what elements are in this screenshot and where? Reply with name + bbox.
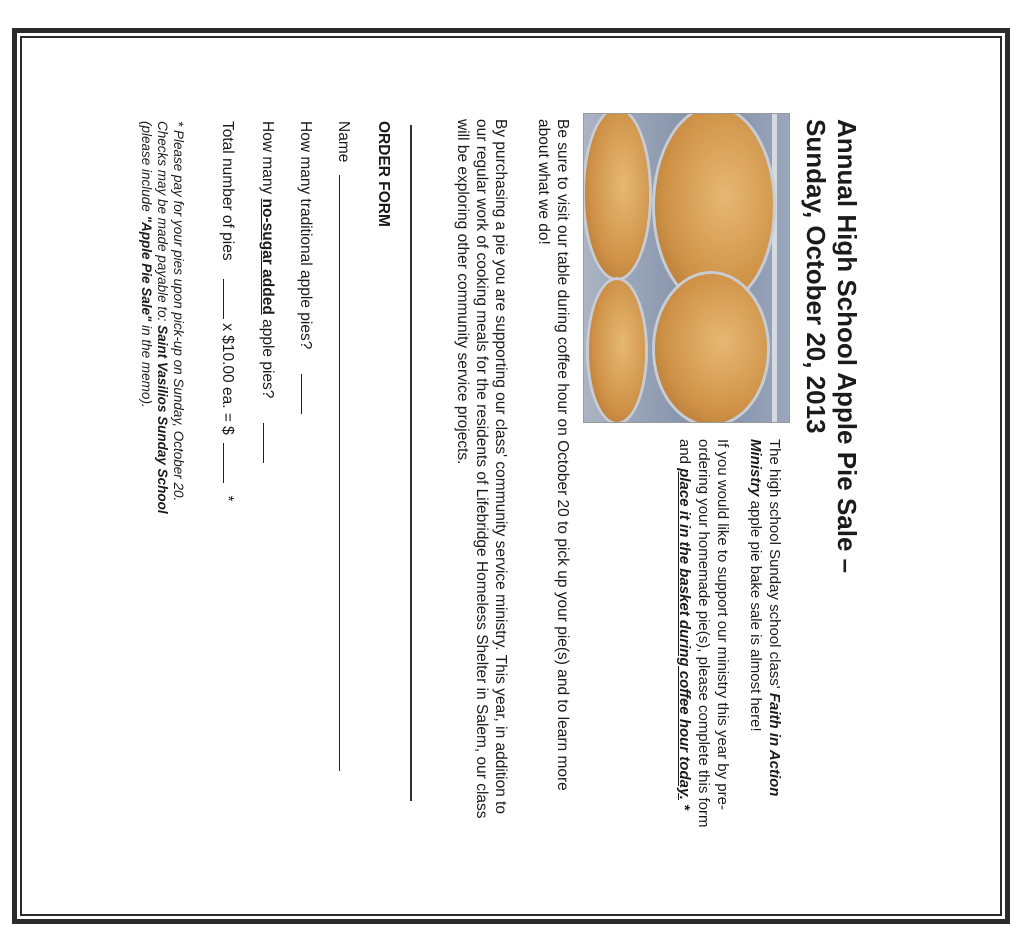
footnote-line-3-text: (please include [139,121,154,216]
name-field[interactable] [339,175,354,771]
total-pies-field[interactable] [223,279,238,319]
pie-4 [589,280,645,422]
footnote-line-2 [154,121,170,821]
total-label: Total number of pies [219,121,236,261]
price-text: x $10.00 ea. = $ [219,323,236,435]
intro-2-star: * [676,799,693,810]
footnote-line-1: * Please pay for your pies upon pick-up on Sunday, October 20. [171,121,186,502]
nosugar-emphasis: no-sugar added [259,198,276,315]
payee-name: Saint Vasilios Sunday School [155,325,170,514]
footnote-line-3 [138,121,154,821]
title-line-1: Annual High School Apple Pie Sale – [832,119,862,574]
footnote-line-2-text: Checks may be made payable to: [155,121,170,326]
intro-text [661,439,784,829]
intro-1-text: The high school Sunday school class' [766,439,783,693]
intro-paragraph-1 [746,439,784,829]
basket-instruction: place it in the basket during coffee hour today. [676,468,693,800]
nosugar-suffix: apple pies? [259,314,276,399]
payment-footnote [138,121,186,821]
pie-photo [583,113,790,423]
order-form-heading: ORDER FORM [375,121,392,227]
title-line-2: Sunday, October 20, 2013 [801,119,831,434]
intro-2-text: If you would like to support our ministry this year by pre-ordering your homemade pie(s), please complete this form and [676,439,731,828]
total-star: * [219,495,236,502]
traditional-row [296,121,316,414]
ministry-name: Faith in Action Ministry [747,439,783,797]
name-row [334,121,354,771]
flyer-sheet [82,111,872,831]
purchase-paragraph: By purchasing a pie you are supporting our class' community service ministry. This year, in addition to our regular work of cooking meals for the residents of Lifebridge Homeless Shelter in Salem, our class will be exploring other community service projects. [454,119,509,819]
flyer-title [800,119,862,819]
intro-1-text-end: apple pie bake sale is almost here! [747,496,764,732]
traditional-quantity-field[interactable] [301,374,316,414]
total-amount-field[interactable] [223,443,238,483]
nosugar-prefix: How many [259,121,276,199]
pie-2 [585,113,649,278]
pie-3 [655,274,767,423]
traditional-label: How many traditional apple pies? [297,121,314,350]
footnote-line-3-end: in the memo). [139,321,154,408]
nosugar-row [258,121,278,463]
nosugar-quantity-field[interactable] [263,423,278,463]
intro-paragraph-2 [675,439,732,829]
cooling-rack [772,114,777,422]
section-divider [410,125,412,801]
total-row [218,121,238,501]
name-label: Name [335,121,352,163]
visit-paragraph: Be sure to visit our table during coffee hour on October 20 to pick up your pie(s) and to learn more about what we do! [535,119,571,791]
memo-text: "Apple Pie Sale" [139,215,154,322]
